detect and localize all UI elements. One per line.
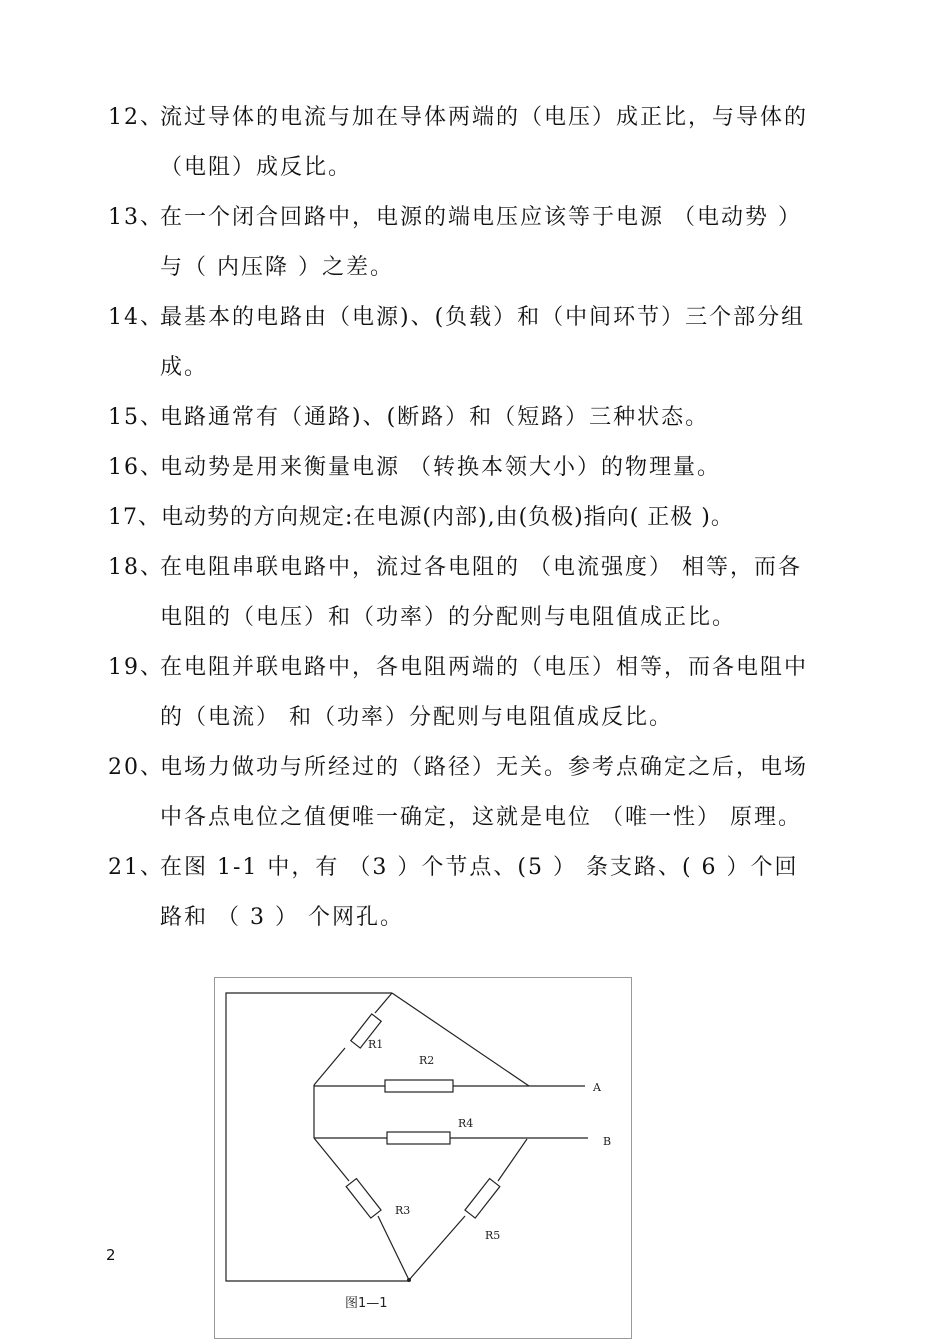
label-r4: R4: [458, 1117, 474, 1130]
wire-r5-upper: [498, 1139, 527, 1181]
circuit-diagram: [215, 978, 633, 1340]
resistor-r3: [346, 1179, 381, 1219]
wire-top-right: [392, 993, 529, 1086]
outer-wire: [226, 993, 409, 1281]
bottom-node: [407, 1278, 411, 1282]
item-text: 电路通常有（通路)、(断路）和（短路）三种状态。: [160, 405, 710, 430]
wire-r1-upper: [375, 993, 392, 1013]
item-text: 与（ 内压降 ）之差。: [160, 255, 394, 280]
item-number: 18、: [108, 555, 164, 580]
circuit-figure: [214, 977, 632, 1339]
item-number: 20、: [108, 755, 164, 780]
item-number: 14、: [108, 305, 164, 330]
wire-r1-lower: [314, 1048, 345, 1085]
item-text: 的（电流） 和（功率）分配则与电阻值成反比。: [160, 705, 673, 730]
figure-caption: 图1—1: [345, 1296, 388, 1311]
item-text: 流过导体的电流与加在导体两端的（电压）成正比，与导体的: [160, 105, 809, 130]
page-number: 2: [106, 1246, 116, 1264]
label-terminal-a: A: [593, 1081, 601, 1094]
item-text: （电阻）成反比。: [160, 155, 353, 180]
label-r2: R2: [419, 1054, 435, 1067]
resistor-r4: [387, 1132, 450, 1144]
item-text: 在电阻并联电路中，各电阻两端的（电压）相等，而各电阻中: [160, 655, 809, 680]
item-number: 12、: [108, 105, 164, 130]
label-r5: R5: [485, 1229, 501, 1242]
label-r3: R3: [395, 1204, 411, 1217]
item-text: 在图 1-1 中，有 （3 ）个节点、(5 ） 条支路、( 6 ）个回: [160, 855, 799, 880]
item-number: 15、: [108, 405, 164, 430]
item-text: 电场力做功与所经过的（路径）无关。参考点确定之后，电场: [160, 755, 809, 780]
item-text: 17、电动势的方向规定:在电源(内部),由(负极)指向( 正极 )。: [108, 505, 734, 530]
item-text: 在一个闭合回路中，电源的端电压应该等于电源 （电动势 ）: [160, 205, 802, 230]
item-text: 中各点电位之值便唯一确定，这就是电位 （唯一性） 原理。: [160, 805, 802, 830]
resistor-r2: [385, 1080, 453, 1092]
item-number: 16、: [108, 455, 164, 480]
item-text: 电动势是用来衡量电源 （转换本领大小）的物理量。: [160, 455, 721, 480]
item-number: 19、: [108, 655, 164, 680]
item-text: 在电阻串联电路中，流过各电阻的 （电流强度） 相等，而各: [160, 555, 802, 580]
item-text: 电阻的（电压）和（功率）的分配则与电阻值成正比。: [160, 605, 737, 630]
wire-r3-upper: [314, 1138, 349, 1181]
item-text: 路和 （ 3 ） 个网孔。: [160, 905, 404, 930]
label-terminal-b: B: [603, 1135, 612, 1148]
item-number: 21、: [108, 855, 164, 880]
label-r1: R1: [368, 1038, 384, 1051]
resistor-r5: [465, 1179, 500, 1219]
item-text: 成。: [160, 355, 209, 380]
item-text: 最基本的电路由（电源)、(负载）和（中间环节）三个部分组: [160, 305, 806, 330]
wire-r3-lower: [378, 1216, 409, 1280]
item-number: 13、: [108, 205, 164, 230]
wire-r5-lower: [409, 1216, 465, 1280]
